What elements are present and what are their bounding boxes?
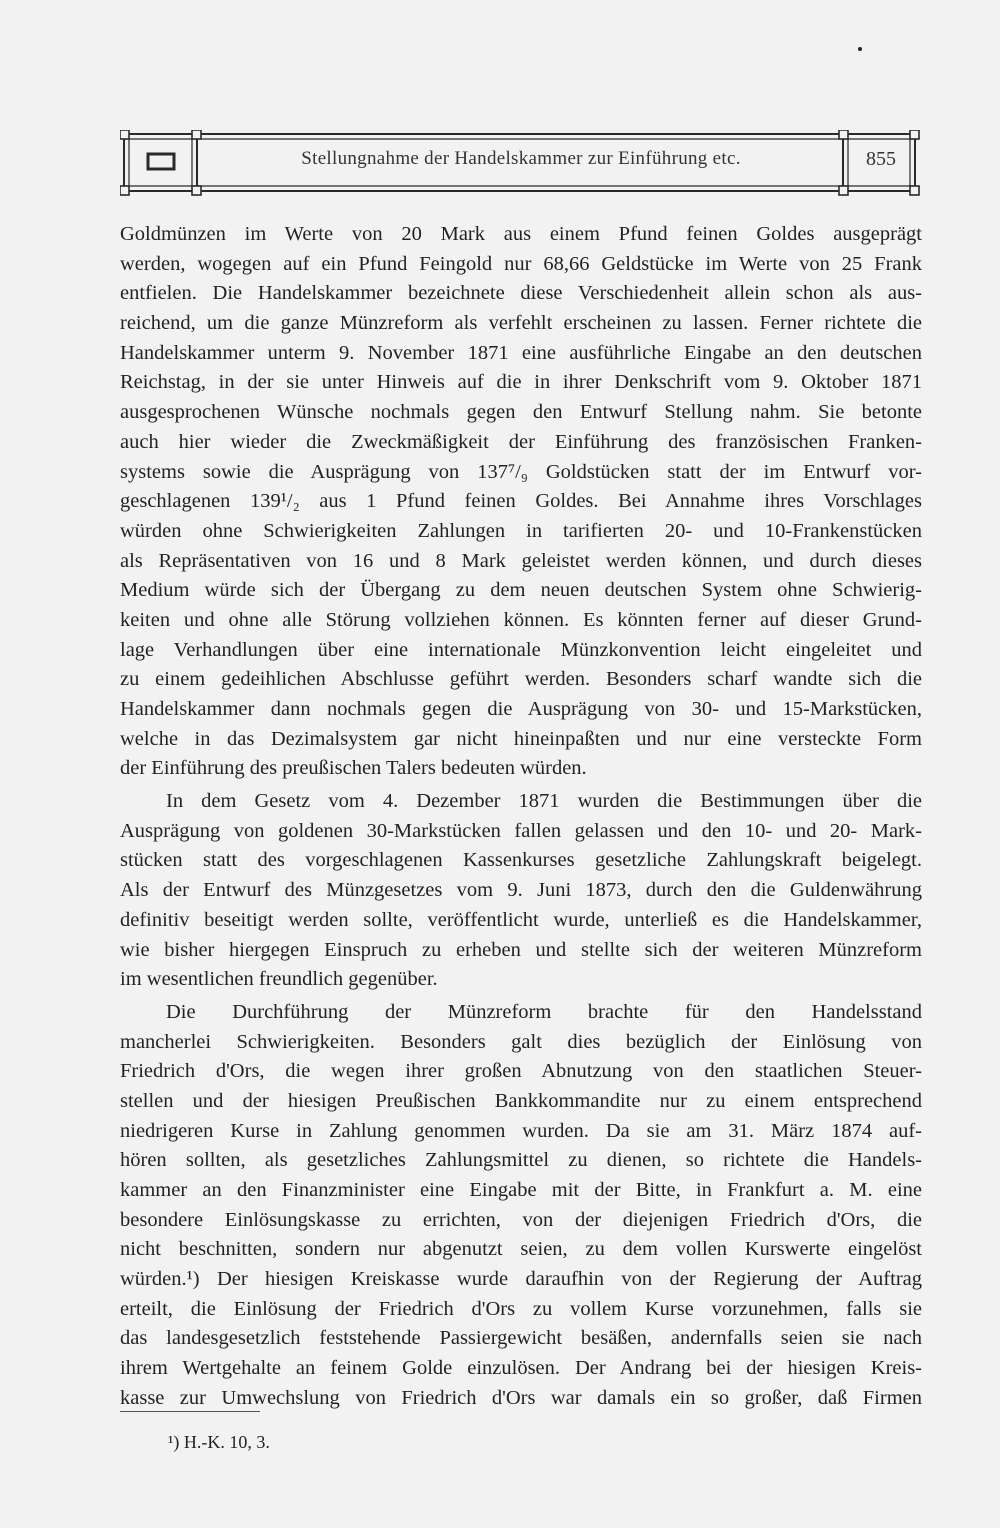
paragraph-3 [120, 998, 922, 1414]
text-line: reichend, um die ganze Münzreform als verfehlt erscheinen zu lassen. Ferner richtete die [120, 312, 922, 335]
text-line: Friedrich d'Ors, die wegen ihrer großen Abnutzung von den staatlichen Steuer- [120, 1060, 922, 1083]
page-number: 855 [866, 148, 896, 170]
text-line: stücken statt des vorgeschlagenen Kassenkurses gesetzliche Zahlungskraft beigelegt. [120, 849, 922, 872]
text-line: wie bisher hiergegen Einspruch zu erheben und stellte sich der weiteren Münzreform [120, 938, 922, 961]
text-line: ihrem Wertgehalte an feinem Golde einzulösen. Der Andrang bei der hiesigen Kreis- [120, 1357, 922, 1380]
text-line: kasse zur Umwechslung von Friedrich d'Ors war damals ein so großer, daß Firmen [120, 1386, 922, 1409]
text-line: niedrigeren Kurse in Zahlung genommen wurden. Da sie am 31. März 1874 auf- [120, 1119, 922, 1142]
ink-speck [858, 47, 862, 51]
text-line: Goldmünzen im Werte von 20 Mark aus einem Pfund feinen Goldes ausgeprägt [120, 223, 922, 245]
paragraph-2 [120, 787, 922, 995]
text-line: zu einem gedeihlichen Abschlusse geführt werden. Besonders scharf wandte sich die [120, 668, 922, 691]
text-line: Handelskammer dann nochmals gegen die Ausprägung von 30- und 15-Markstücken, [120, 698, 922, 720]
text-line: ausgesprochenen Wünsche nochmals gegen den Entwurf Stellung nahm. Sie betonte [120, 401, 922, 424]
text-line: keiten und ohne alle Störung vollziehen können. Es könnten ferner auf dieser Grund- [120, 608, 922, 631]
text-line: stellen und der hiesigen Preußischen Bankkommandite nur zu einem entsprechend [120, 1089, 922, 1112]
text-line: würden.¹) Der hiesigen Kreiskasse wurde daraufhin von der Regierung der Auftrag [120, 1268, 922, 1291]
text-line: entfielen. Die Handelskammer bezeichnete diese Verschiedenheit allein schon als aus- [120, 282, 922, 305]
text-line: In dem Gesetz vom 4. Dezember 1871 wurden die Bestimmungen über die [166, 790, 922, 813]
text-line: lage Verhandlungen über eine internationale Münzkonvention leicht eingeleitet und [120, 638, 922, 661]
text-line: nicht beschnitten, sondern nur abgenutzt seien, zu dem vollen Kurswerte eingelöst [120, 1238, 922, 1261]
text-line: welche in das Dezimalsystem gar nicht hineinpaßten und nur eine versteckte Form [120, 727, 922, 750]
text-line: Als der Entwurf des Münzgesetzes vom 9. Juni 1873, durch den die Guldenwährung [120, 879, 922, 902]
text-line: systems sowie die Ausprägung von 137⁷/₉ Goldstücken statt der im Entwurf vor- [120, 460, 922, 483]
text-line: kammer an den Finanzminister eine Eingabe mit der Bitte, in Frankfurt a. M. eine [120, 1179, 922, 1201]
text-line: mancherlei Schwierigkeiten. Besonders galt dies bezüglich der Einlösung von [120, 1030, 922, 1053]
text-line: Handelskammer unterm 9. November 1871 eine ausführliche Eingabe an den deutschen [120, 341, 922, 364]
text-line: Reichstag, in der sie unter Hinweis auf die in ihrer Denkschrift vom 9. Oktober 1871 [120, 371, 922, 394]
text-line: auch hier wieder die Zweckmäßigkeit der Einführung des französischen Franken- [120, 430, 922, 453]
text-line: das landesgesetzlich feststehende Passiergewicht besäßen, andernfalls seien sie nach [120, 1327, 922, 1350]
footnote: ¹) H.-K. 10, 3. [168, 1432, 270, 1452]
footnote-rule [120, 1411, 260, 1412]
text-line: Die Durchführung der Münzreform brachte für den Handelsstand [166, 1000, 922, 1023]
body-text [120, 220, 922, 1414]
text-line: besondere Einlösungskasse zu errichten, von der diejenigen Friedrich d'Ors, die [120, 1208, 922, 1231]
text-line: Ausprägung von goldenen 30-Markstücken fallen gelassen und den 10- und 20- Mark- [120, 819, 922, 842]
text-line: geschlagenen 139¹/₂ aus 1 Pfund feinen Goldes. Bei Annahme ihres Vorschlages [120, 490, 922, 513]
text-line: würden ohne Schwierigkeiten Zahlungen in tarifierten 20- und 10-Frankenstücken [120, 519, 922, 542]
text-line: Medium würde sich der Übergang zu dem neuen deutschen System ohne Schwierig- [120, 579, 922, 602]
running-head-title: Stellungnahme der Handelskammer zur Einführung etc. [301, 148, 741, 169]
text-line: erteilt, die Einlösung der Friedrich d'Ors zu vollem Kurse vorzunehmen, falls sie [120, 1297, 922, 1320]
text-line: der Einführung des preußischen Talers bedeuten würden. [120, 757, 587, 780]
text-line: werden, wogegen auf ein Pfund Feingold nur 68,66 Geldstücke im Werte von 25 Frank [120, 252, 922, 275]
text-line: im wesentlichen freundlich gegenüber. [120, 968, 438, 991]
text-line: als Repräsentativen von 16 und 8 Mark geleistet werden können, und durch dieses [120, 549, 922, 572]
text-line: hören sollten, als gesetzliches Zahlungsmittel zu dienen, so richtete die Handels- [120, 1149, 922, 1172]
text-line: definitiv beseitigt werden sollte, veröffentlicht wurde, unterließ es die Handelskammer, [120, 908, 922, 931]
paragraph-1 [120, 220, 922, 784]
